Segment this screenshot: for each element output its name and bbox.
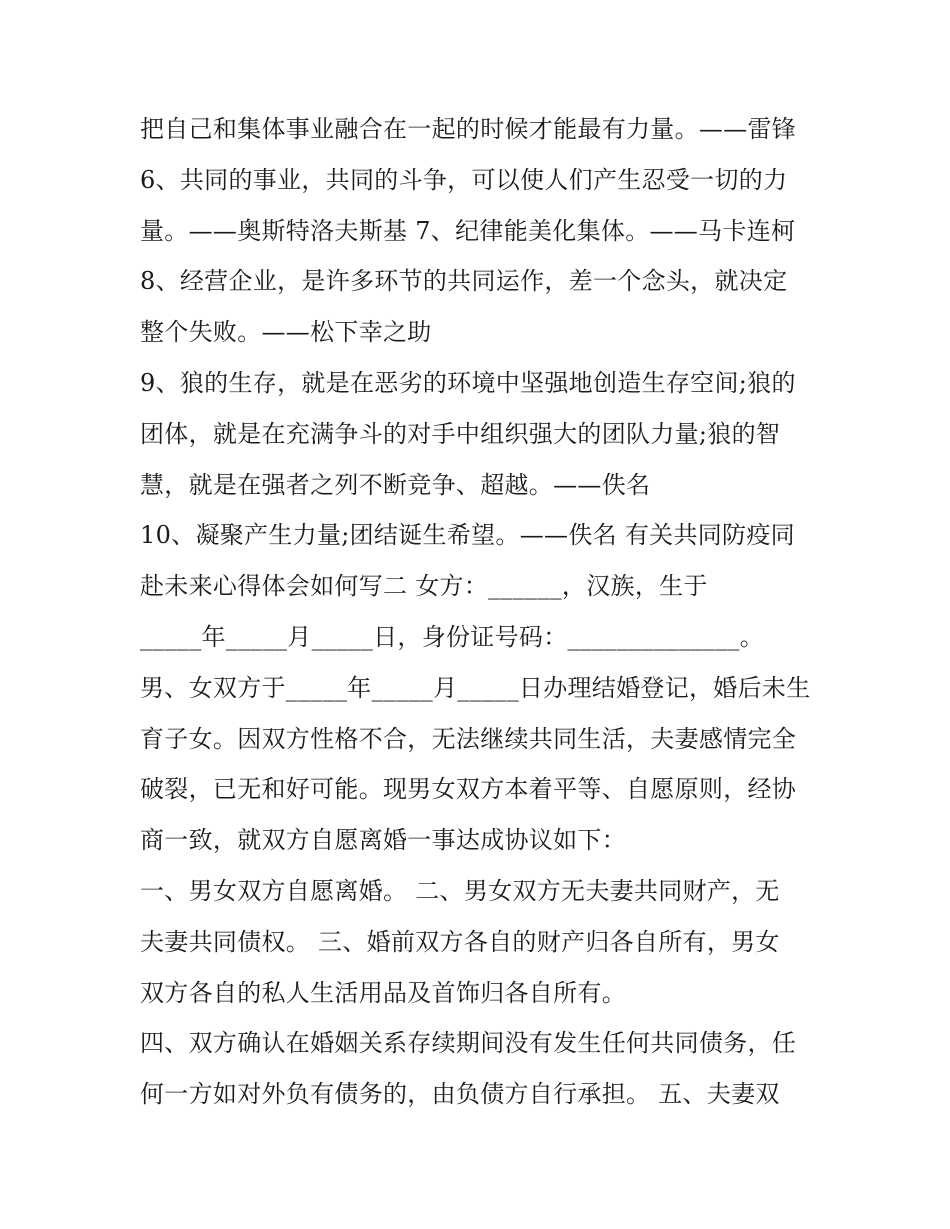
text-line: 把自己和集体事业融合在一起的时候才能最有力量。——雷锋 [140,115,797,143]
text-line: _____年_____月_____日，身份证号码：______________。 [140,622,764,651]
text-line: 一、男女双方自愿离婚。 二、男女双方无夫妻共同财产，无 [140,876,780,905]
text-line: 慧，就是在强者之列不断竞争、超越。——佚名 [140,470,651,499]
text-line: 夫妻共同债权。 三、婚前双方各自的财产归各自所有，男女 [140,927,780,956]
text-line: 何一方如对外负有债务的，由负债方自行承担。 五、夫妻双 [140,1080,780,1109]
document-body [140,104,820,1120]
text-line: 10、凝聚产生力量;团结诞生希望。——佚名 有关共同防疫同 [140,521,795,550]
text-line: 团体，就是在充满争斗的对手中组织强大的团队力量;狼的智 [140,419,781,448]
text-line: 双方各自的私人生活用品及首饰归各自所有。 [140,978,626,1007]
text-line: 赴未来心得体会如何写二 女方：______，汉族，生于 [140,572,708,601]
text-line: 6、共同的事业，共同的斗争，可以使人们产生忍受一切的力 [140,165,788,194]
text-line: 破裂，已无和好可能。现男女双方本着平等、自愿原则，经协 [140,775,797,804]
text-line: 9、狼的生存，就是在恶劣的环境中坚强地创造生存空间;狼的 [140,368,796,397]
text-line: 商一致，就双方自愿离婚一事达成协议如下： [140,826,626,855]
text-line: 整个失败。——松下幸之助 [140,318,432,347]
text-line: 量。——奥斯特洛夫斯基 7、纪律能美化集体。——马卡连柯 [140,216,796,245]
text-line: 男、女双方于_____年_____月_____日办理结婚登记，婚后未生 [140,673,811,702]
text-line: 四、双方确认在婚姻关系存续期间没有发生任何共同债务，任 [140,1029,797,1058]
text-line: 8、经营企业，是许多环节的共同运作，差一个念头，就决定 [140,267,788,296]
text-line: 育子女。因双方性格不合，无法继续共同生活，夫妻感情完全 [140,724,797,753]
